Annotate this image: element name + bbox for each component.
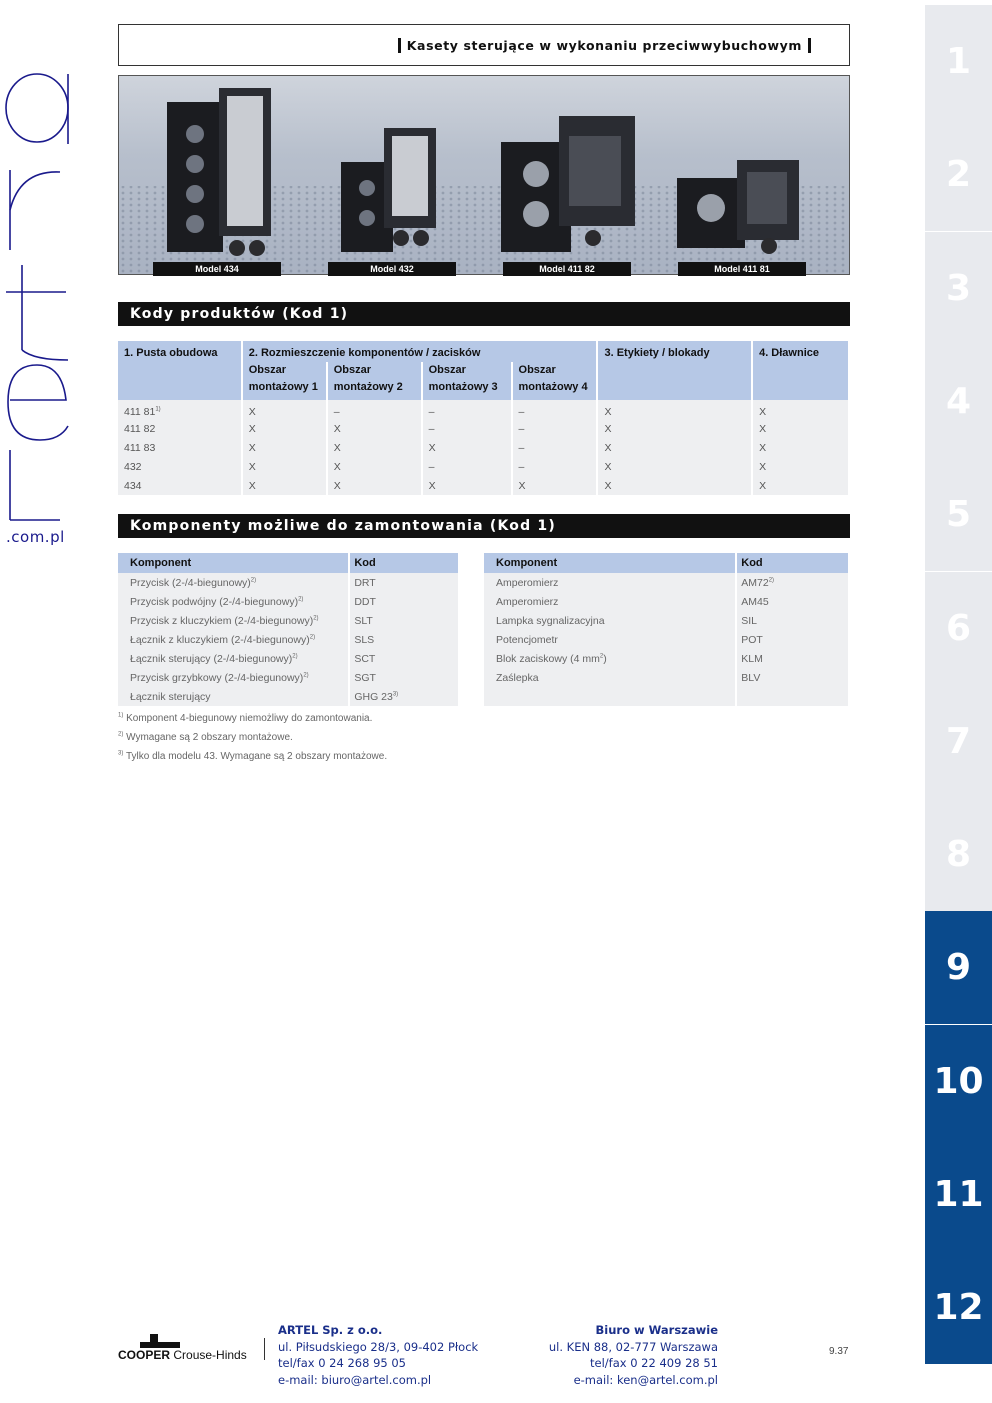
cell-housing-code xyxy=(118,438,242,457)
cell-a2: X xyxy=(327,419,422,438)
cooper-emblem-icon xyxy=(140,1334,180,1348)
cell-housing-code xyxy=(118,476,242,495)
footnote-ref: 2) xyxy=(313,615,319,621)
cell-a3: X xyxy=(422,438,512,457)
cooper-crouse-hinds-logo xyxy=(118,1332,258,1362)
header-area-2: Obszar montażowy 2 xyxy=(327,362,422,400)
footnote-ref: 2) xyxy=(309,634,316,640)
chapter-tab-7[interactable]: 7 xyxy=(925,685,992,798)
header-component: Komponent xyxy=(484,553,736,573)
component-name-text: Łącznik sterujący xyxy=(130,690,211,703)
component-code-text: SLS xyxy=(354,633,375,646)
component-name xyxy=(484,573,736,592)
table-row xyxy=(118,611,459,630)
enclosure-432 xyxy=(341,128,436,252)
component-name xyxy=(118,592,349,611)
chapter-tabs xyxy=(925,0,992,1403)
footnote-2: $^{2)}$ Wymagane są 2 obszary montażowe. xyxy=(118,731,293,743)
footnote-ref: 2) xyxy=(250,577,257,583)
cell-housing-code xyxy=(118,400,242,419)
brand-domain: .com.pl xyxy=(6,528,65,546)
component-name-tail: ) xyxy=(603,652,607,665)
table-row xyxy=(118,668,459,687)
office-email: e-mail: ken@artel.com.pl xyxy=(573,1372,718,1387)
cell-labels: X xyxy=(597,457,752,476)
table-row xyxy=(484,687,849,706)
model-label-41182: Model 411 82 xyxy=(503,262,631,276)
component-name xyxy=(484,649,736,668)
office-name: Biuro w Warszawie xyxy=(595,1323,718,1337)
table-row xyxy=(118,573,459,592)
cell-labels: X xyxy=(597,419,752,438)
component-code-text: SGT xyxy=(354,671,376,684)
cell-a2: X xyxy=(327,438,422,457)
cell-a3: – xyxy=(422,457,512,476)
table-row xyxy=(484,649,849,668)
cell-a4: – xyxy=(512,457,598,476)
header-area-4: Obszar montażowy 4 xyxy=(512,362,598,400)
component-name-text: Amperomierz xyxy=(496,576,559,589)
header-component-layout: 2. Rozmieszczenie komponentów / zacisków xyxy=(242,341,598,362)
component-code xyxy=(349,687,459,706)
component-name xyxy=(118,573,349,592)
section-title-codes: Kody produktów (Kod 1) xyxy=(118,302,850,326)
component-name-text: Przycisk (2-/4-biegunowy) xyxy=(130,576,251,589)
component-code xyxy=(349,611,459,630)
component-code-text: KLM xyxy=(741,652,763,665)
component-name xyxy=(118,649,349,668)
components-table-right xyxy=(484,553,850,706)
chapter-tab-2[interactable]: 2 xyxy=(925,118,992,231)
component-code-text: POT xyxy=(741,633,763,646)
cell-a2: – xyxy=(327,400,422,419)
cell-a2: X xyxy=(327,476,422,495)
component-name xyxy=(484,592,736,611)
header-code: Kod xyxy=(349,553,459,573)
chapter-tab-9[interactable]: 9 xyxy=(925,911,992,1024)
component-code-text: SLT xyxy=(354,614,373,627)
component-code-text: SCT xyxy=(354,652,376,665)
component-code-text: AM45 xyxy=(741,595,769,608)
model-label-434: Model 434 xyxy=(153,262,281,276)
table-row xyxy=(118,649,459,668)
chapter-tab-10[interactable]: 10 xyxy=(925,1025,992,1138)
component-code xyxy=(736,687,849,706)
table-row xyxy=(484,668,849,687)
product-codes-body xyxy=(118,400,849,495)
header-area-1: Obszar montażowy 1 xyxy=(242,362,327,400)
header-code: Kod xyxy=(736,553,849,573)
component-code xyxy=(736,630,849,649)
cell-a1: X xyxy=(242,438,327,457)
cell-a1: X xyxy=(242,476,327,495)
footer-divider xyxy=(264,1338,265,1360)
chapter-tab-12[interactable]: 12 xyxy=(925,1251,992,1364)
footnote-ref: 2) xyxy=(298,596,304,602)
cell-a2: X xyxy=(327,457,422,476)
component-name xyxy=(484,611,736,630)
component-name xyxy=(484,630,736,649)
page-header xyxy=(118,24,850,66)
chapter-tab-3[interactable]: 3 xyxy=(925,232,992,345)
office-address: ul. KEN 88, 02-777 Warszawa xyxy=(548,1339,718,1354)
header-empty-housing: 1. Pusta obudowa xyxy=(118,341,242,400)
table-row xyxy=(118,419,849,438)
footnote-ref: 3) xyxy=(392,691,399,697)
footnote-3: $^{3)}$ Tylko dla modelu 43. Wymagane są 2 obszary montażowe. xyxy=(118,750,388,762)
component-name-text: Potencjometr xyxy=(496,633,558,646)
cell-a3: – xyxy=(422,419,512,438)
cell-glands: X xyxy=(752,419,849,438)
page-number: 9.37 xyxy=(829,1346,849,1357)
component-name xyxy=(118,611,349,630)
footnote-ref: 2) xyxy=(768,577,775,583)
component-code-text: GHG 23 xyxy=(354,690,393,703)
component-name xyxy=(118,687,349,706)
table-row xyxy=(118,438,849,457)
logo-text-cooper: COOPER xyxy=(118,1348,171,1362)
cell-a3: – xyxy=(422,400,512,419)
component-code xyxy=(736,611,849,630)
product-codes-table xyxy=(118,341,850,495)
table-row xyxy=(118,476,849,495)
housing-code: 411 81 xyxy=(124,405,156,418)
component-code-text: AM72 xyxy=(741,576,769,589)
cell-a3: X xyxy=(422,476,512,495)
company-phone: tel/fax 0 24 268 95 05 xyxy=(278,1356,406,1370)
component-name xyxy=(484,687,736,706)
component-code xyxy=(736,573,849,592)
company-name: ARTEL Sp. z o.o. xyxy=(278,1323,383,1337)
enclosure-434 xyxy=(167,88,271,256)
enclosure-41181 xyxy=(677,160,799,254)
cell-a1: X xyxy=(242,400,327,419)
cell-a1: X xyxy=(242,457,327,476)
components-table-left xyxy=(118,553,460,706)
component-name-text: Łącznik sterujący (2-/4-biegunowy) xyxy=(130,652,293,665)
component-name-text: Blok zaciskowy (4 mm xyxy=(496,652,600,665)
component-name-text: Łącznik z kluczykiem (2-/4-biegunowy) xyxy=(130,633,310,646)
header-component: Komponent xyxy=(118,553,349,573)
chapter-tab-1[interactable]: 1 xyxy=(925,5,992,118)
component-code xyxy=(349,592,459,611)
component-code xyxy=(736,649,849,668)
product-photo-illustration xyxy=(119,76,850,275)
component-name-text: Amperomierz xyxy=(496,595,559,608)
office-phone: tel/fax 0 22 409 28 51 xyxy=(590,1356,718,1370)
cell-labels: X xyxy=(597,400,752,419)
table-row xyxy=(484,630,849,649)
chapter-tab-11[interactable]: 11 xyxy=(925,1138,992,1251)
header-glands: 4. Dławnice xyxy=(752,341,849,400)
footnote-ref: 1) xyxy=(155,406,161,412)
component-name-text: Przycisk z kluczykiem (2-/4-biegunowy) xyxy=(130,614,314,627)
footer-head-office xyxy=(278,1322,478,1388)
chapter-tab-4[interactable]: 4 xyxy=(925,345,992,458)
product-photo xyxy=(118,75,850,275)
chapter-tab-6[interactable]: 6 xyxy=(925,572,992,685)
cell-a4: X xyxy=(512,476,598,495)
component-name-text: Przycisk podwójny (2-/4-biegunowy) xyxy=(130,595,299,608)
component-code xyxy=(349,630,459,649)
footnote-ref: 2 xyxy=(599,653,604,659)
chapter-tab-8[interactable]: 8 xyxy=(925,798,992,911)
table-row xyxy=(118,592,459,611)
housing-code: 432 xyxy=(124,460,142,473)
logo-text-crouse-hinds: Crouse-Hinds xyxy=(173,1348,247,1362)
footnote-1: $^{1)}$ Komponent 4-biegunowy niemożliwy do zamontowania. xyxy=(118,712,373,724)
page-title: Kasety sterujące w wykonaniu przeciwwybuchowym xyxy=(406,37,802,53)
footnote-ref: 2) xyxy=(303,672,309,678)
cell-labels: X xyxy=(597,476,752,495)
model-label-41181: Model 411 81 xyxy=(678,262,806,276)
cell-labels: X xyxy=(597,438,752,457)
header-bar-right xyxy=(808,38,811,53)
table-row xyxy=(118,400,849,419)
component-name-text: Lampka sygnalizacyjna xyxy=(496,614,605,627)
footnote-ref: 2) xyxy=(292,653,298,659)
component-name xyxy=(118,668,349,687)
table-row xyxy=(118,457,849,476)
housing-code: 411 82 xyxy=(124,422,156,435)
table-row xyxy=(484,573,849,592)
chapter-tab-5[interactable]: 5 xyxy=(925,458,992,571)
component-name-text: Zaślepka xyxy=(496,671,539,684)
cell-housing-code xyxy=(118,457,242,476)
housing-code: 434 xyxy=(124,479,142,492)
cell-glands: X xyxy=(752,400,849,419)
cell-glands: X xyxy=(752,476,849,495)
component-code xyxy=(736,592,849,611)
company-email: e-mail: biuro@artel.com.pl xyxy=(278,1372,432,1387)
housing-code: 411 83 xyxy=(124,441,156,454)
component-name-text: Przycisk grzybkowy (2-/4-biegunowy) xyxy=(130,671,304,684)
company-address: ul. Piłsudskiego 28/3, 09-402 Płock xyxy=(278,1339,479,1354)
artel-logo xyxy=(0,60,80,560)
header-area-3: Obszar montażowy 3 xyxy=(422,362,512,400)
component-name xyxy=(484,668,736,687)
header-labels: 3. Etykiety / blokady xyxy=(597,341,752,400)
component-code xyxy=(349,649,459,668)
table-row xyxy=(484,611,849,630)
cell-glands: X xyxy=(752,457,849,476)
cell-housing-code xyxy=(118,419,242,438)
component-code xyxy=(349,668,459,687)
table-row xyxy=(118,687,459,706)
table-row xyxy=(118,630,459,649)
cell-a4: – xyxy=(512,419,598,438)
component-code-text: DDT xyxy=(354,595,376,608)
cell-a4: – xyxy=(512,438,598,457)
component-code xyxy=(349,573,459,592)
component-code-text: SIL xyxy=(741,614,758,627)
cell-glands: X xyxy=(752,438,849,457)
component-code-text: DRT xyxy=(354,576,376,589)
component-code xyxy=(736,668,849,687)
cell-a4: – xyxy=(512,400,598,419)
cell-a1: X xyxy=(242,419,327,438)
component-name xyxy=(118,630,349,649)
footer-warsaw-office xyxy=(510,1322,718,1388)
header-bar-left xyxy=(398,38,401,53)
component-code-text: BLV xyxy=(741,671,761,684)
model-label-432: Model 432 xyxy=(328,262,456,276)
table-row xyxy=(484,592,849,611)
section-title-components: Komponenty możliwe do zamontowania (Kod 1) xyxy=(118,514,850,538)
